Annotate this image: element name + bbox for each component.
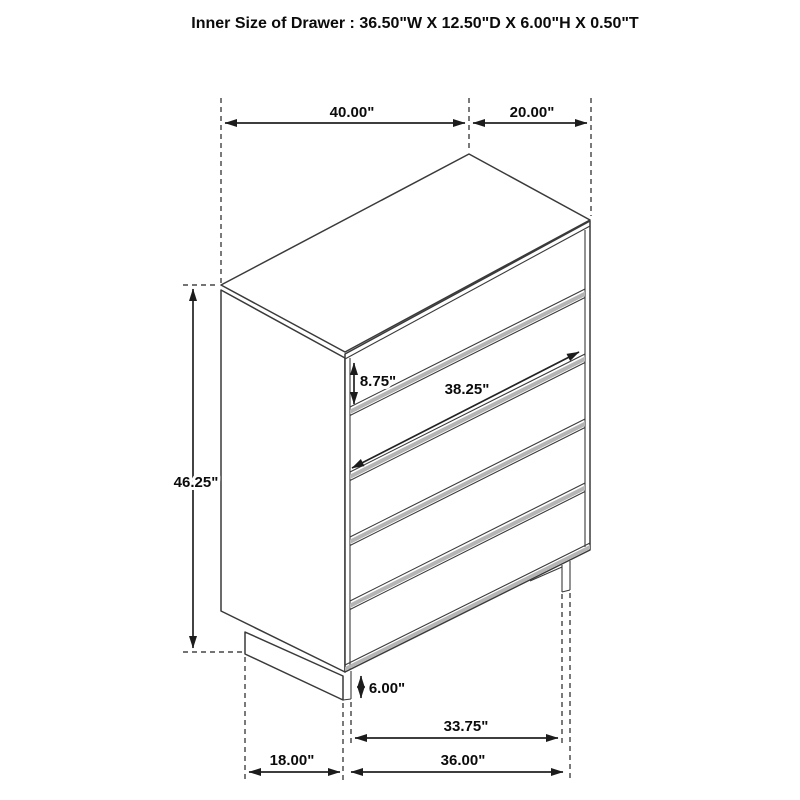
dimension-label-front-width: 36.00" <box>440 752 486 769</box>
dimension-label-side-depth: 18.00" <box>269 752 315 769</box>
dimension-label-top-width: 40.00" <box>329 104 375 121</box>
diagram-title: Inner Size of Drawer : 36.50"W X 12.50"D X 6.00"H X 0.50"T <box>191 15 639 32</box>
front-right-leg-bottom <box>562 590 570 592</box>
dimension-label-drawer-diagonal: 38.25" <box>444 381 490 398</box>
dimension-label-top-depth: 20.00" <box>509 104 555 121</box>
front-left-leg-bottom <box>343 699 351 700</box>
dimension-label-overall-height: 46.25" <box>173 474 219 491</box>
cabinet-side-face <box>221 290 345 672</box>
dimension-label-base-front-width: 33.75" <box>443 718 489 735</box>
cabinet-drawing <box>221 154 590 700</box>
dimension-label-top-drawer-height: 8.75" <box>359 373 397 390</box>
dimension-label-base-height: 6.00" <box>368 680 406 697</box>
